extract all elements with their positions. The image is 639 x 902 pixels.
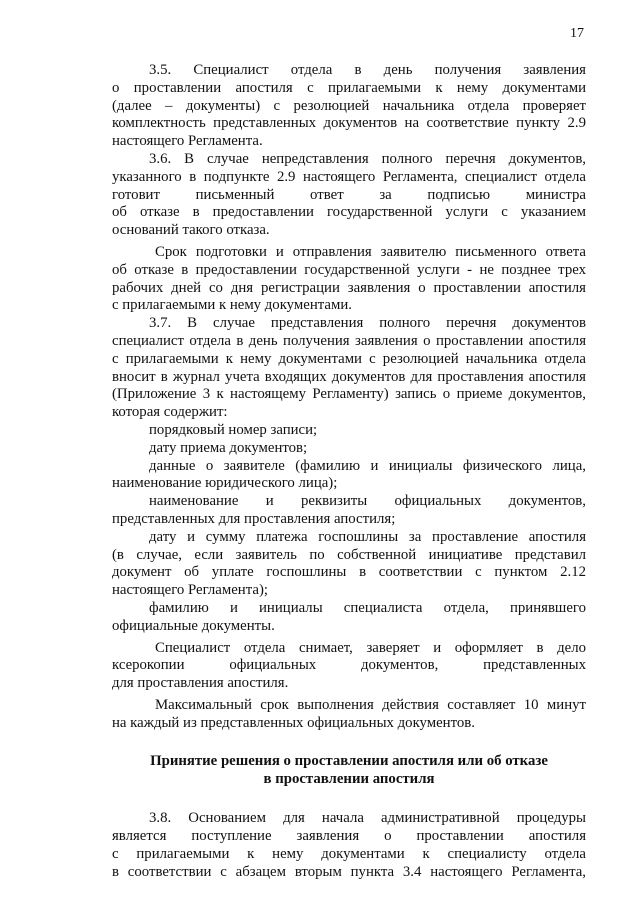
paragraph-3-8 <box>112 810 586 881</box>
text-line: фамилию и инициалы специалиста отдела, принявшего <box>149 599 586 616</box>
text-line: в соответствии с абзацем вторым пункта 3.4 настоящего Регламента, <box>112 863 586 880</box>
text-line: 3.6. В случае непредставления полного перечня документов, <box>149 150 586 167</box>
text-line: об отказе в предоставлении государственной услуги - не позднее трех <box>112 261 586 278</box>
text-line: оснований такого отказа. <box>112 222 270 239</box>
text-line: настоящего Регламента. <box>112 133 263 150</box>
text-line: наименование юридического лица); <box>112 475 338 492</box>
list-item: порядковый номер записи; <box>149 421 318 438</box>
list-item <box>112 458 586 494</box>
heading-line: Принятие решения о проставлении апостиля или об отказе <box>150 753 548 770</box>
text-line: Срок подготовки и отправления заявителю письменного ответа <box>155 243 586 260</box>
text-line: на каждый из представленных официальных документов. <box>112 714 475 731</box>
text-line: наименование и реквизиты официальных документов, <box>149 493 586 510</box>
text-line: официальные документы. <box>112 617 275 634</box>
text-line: комплектность представленных документов на соответствие пункту 2.9 <box>112 115 586 132</box>
text-line: 3.8. Основанием для начала административной процедуры <box>149 810 586 827</box>
list-item: дату приема документов; <box>149 439 308 456</box>
paragraph-3-7 <box>112 315 586 422</box>
text-line: документ об уплате госпошлины в соответствии с пунктом 2.12 <box>112 564 586 581</box>
paragraph-3-6 <box>112 151 586 240</box>
text-line: специалист отдела в день получения заявления о проставлении апостиля <box>112 332 586 349</box>
text-line: с прилагаемыми к нему документами. <box>112 297 352 314</box>
record-fields-list <box>112 422 586 636</box>
paragraph-3-5 <box>112 62 586 151</box>
text-line: указанного в подпункте 2.9 настоящего Регламента, специалист отдела <box>112 168 586 185</box>
text-line: (далее – документы) с резолюцией начальника отдела проверяет <box>112 97 586 114</box>
text-line: о проставлении апостиля с прилагаемыми к нему документами <box>112 79 586 96</box>
text-line: данные о заявителе (фамилию и инициалы физического лица, <box>149 457 586 474</box>
text-line: для проставления апостиля. <box>112 675 289 692</box>
text-line: ксерокопии официальных документов, представленных <box>112 657 586 674</box>
list-item <box>112 600 586 636</box>
text-line: (Приложение 3 к настоящему Регламенту) запись о приеме документов, <box>112 386 586 403</box>
list-item <box>112 493 586 529</box>
heading-line: в проставлении апостиля <box>263 771 435 788</box>
text-line: настоящего Регламента); <box>112 582 268 599</box>
text-line: об отказе в предоставлении государственной услуги с указанием <box>112 204 586 221</box>
text-line: готовит письменный ответ за подписью министра <box>112 186 586 203</box>
paragraph-3-7-copies <box>112 640 586 693</box>
page-number: 17 <box>570 26 584 41</box>
document-body <box>112 62 586 882</box>
text-line: 3.7. В случае представления полного перечня документов <box>149 315 586 332</box>
text-line: Максимальный срок выполнения действия составляет 10 минут <box>155 696 586 713</box>
text-line: с прилагаемыми к нему документами к специалисту отдела <box>112 846 586 863</box>
text-line: Специалист отдела снимает, заверяет и оформляет в дело <box>155 639 586 656</box>
text-line: рабочих дней со дня регистрации заявления о проставлении апостиля <box>112 279 586 296</box>
text-line: представленных для проставления апостиля; <box>112 510 396 527</box>
text-line: дату и сумму платежа госпошлины за проставление апостиля <box>149 528 586 545</box>
paragraph-3-6-deadline <box>112 244 586 315</box>
list-item <box>112 529 586 600</box>
text-line: вносит в журнал учета входящих документов для проставления апостиля <box>112 368 586 385</box>
section-heading <box>112 752 586 788</box>
text-line: которая содержит: <box>112 404 228 421</box>
paragraph-3-7-timing <box>112 697 586 733</box>
text-line: с прилагаемыми к нему документами с резолюцией начальника отдела <box>112 350 586 367</box>
text-line: 3.5. Специалист отдела в день получения заявления <box>149 62 586 78</box>
text-line: (в случае, если заявитель по собственной инициативе представил <box>112 546 586 563</box>
text-line: является поступление заявления о проставлении апостиля <box>112 828 586 845</box>
